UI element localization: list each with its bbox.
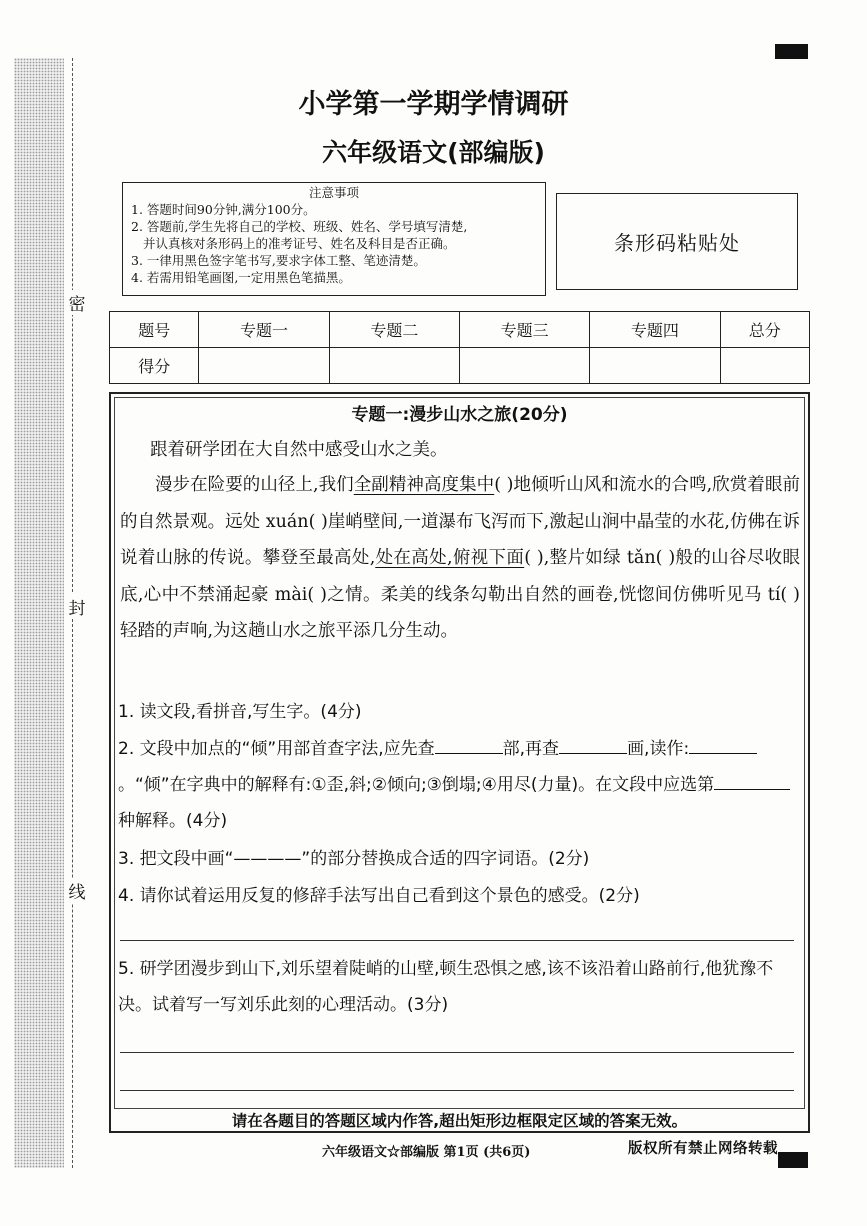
page-subtitle: 六年级语文(部编版): [322, 138, 545, 167]
barcode-area: [556, 193, 798, 290]
passage-underlined-phrase: 处在高处,俯视下面: [375, 548, 525, 568]
section-lead: 跟着研学团在大自然中感受山水之美。: [150, 440, 448, 460]
question-2: [118, 731, 804, 839]
section-title: 专题一:漫步山水之旅(20分): [351, 405, 568, 425]
seal-char-xian: 线: [66, 878, 88, 903]
score-cell[interactable]: [329, 348, 459, 384]
answer-blank[interactable]: [689, 736, 757, 754]
score-cell[interactable]: [459, 348, 589, 384]
notice-box: [122, 182, 546, 296]
passage-text: ( ),整片如绿 tǎn( )般的山谷尽收眼底,心中不禁涌起豪 mài( )之情。柔美的线条勾勒出自然的画卷,恍惚间仿佛听见马 tí( )轻踏的声响,为这趟山水之旅平添几分生动。: [120, 548, 801, 641]
score-cell[interactable]: [199, 348, 329, 384]
notice-item: 2. 答题前,学生先将自己的学校、班级、姓名、学号填写清楚,: [131, 219, 468, 234]
notice-item: 4. 若需用铅笔画图,一定用黑色笔描黑。: [131, 270, 351, 285]
question-2-text: 2. 文段中加点的“倾”用部首查字法,应先查: [118, 739, 435, 759]
question-1: 1. 读文段,看拼音,写生字。(4分): [118, 702, 362, 722]
binding-pattern: [14, 58, 64, 1168]
passage-underlined-phrase: 全副精神高度集中: [353, 475, 495, 495]
answer-line[interactable]: [120, 940, 794, 941]
answer-blank[interactable]: [435, 736, 503, 754]
seal-char-feng: 封: [66, 594, 88, 619]
score-cell[interactable]: [590, 348, 720, 384]
score-row-label: 得分: [110, 348, 199, 384]
question-4: 4. 请你试着运用反复的修辞手法写出自己看到这个景色的感受。(2分): [118, 886, 640, 906]
answer-blank[interactable]: [714, 772, 790, 790]
seal-char-mi: 密: [66, 290, 88, 315]
score-header-cell: 专题一: [199, 312, 329, 348]
answer-area-warning: 请在各题目的答题区域内作答,超出矩形边框限定区域的答案无效。: [231, 1112, 688, 1130]
question-2-text: 部,再查: [502, 739, 560, 759]
score-header-cell: 专题三: [459, 312, 589, 348]
score-header-cell: 题号: [110, 312, 199, 348]
page-footer: 六年级语文☆部编版 第1页 (共6页): [322, 1145, 531, 1160]
corner-marker-bottom: [778, 1152, 808, 1168]
corner-marker-top: [775, 44, 808, 59]
notice-heading: 注意事项: [308, 185, 359, 200]
answer-line[interactable]: [120, 1052, 794, 1053]
question-5: 5. 研学团漫步到山下,刘乐望着陡峭的山壁,顿生恐惧之感,该不该沿着山路前行,他犹豫不决。试着写一写刘乐此刻的心理活动。(3分): [118, 959, 774, 1015]
score-header-cell: 总分: [720, 312, 809, 348]
passage-text: ( )地倾听山风和流水的合鸣,欣赏着眼前的自然景观。远处 xuán( )崖峭壁间,一道瀑布飞泻而下,激起山涧中晶莹的水花,仿佛在诉说着山脉的传说。攀登至最高处,: [120, 475, 801, 568]
answer-line[interactable]: [120, 1090, 794, 1091]
notice-item: 1. 答题时间90分钟,满分100分。: [131, 202, 316, 217]
copyright-notice: 版权所有禁止网络转载: [628, 1140, 778, 1157]
question-2-text: 种解释。(4分): [118, 811, 228, 831]
score-table-header-row: [110, 312, 810, 348]
score-header-cell: 专题二: [329, 312, 459, 348]
notice-item: 并认真核对条形码上的准考证号、姓名及科目是否正确。: [143, 236, 456, 251]
reading-passage: [120, 467, 800, 650]
page-title: 小学第一学期学情调研: [298, 89, 569, 120]
score-header-cell: 专题四: [590, 312, 720, 348]
question-2-text: 画,读作:: [627, 739, 690, 759]
notice-item: 3. 一律用黑色签字笔书写,要求字体工整、笔迹清楚。: [131, 253, 426, 268]
score-table: [109, 311, 810, 384]
question-3: 3. 把文段中画“————”的部分替换成合适的四字词语。(2分): [118, 849, 590, 869]
barcode-label: 条形码粘贴处: [614, 231, 740, 255]
score-cell[interactable]: [720, 348, 809, 384]
passage-text: 漫步在险要的山径上,我们: [155, 475, 354, 495]
question-2-text: 。“倾”在字典中的解释有:①歪,斜;②倾向;③倒塌;④用尽(力量)。在文段中应选第: [118, 775, 715, 795]
answer-blank[interactable]: [559, 736, 627, 754]
score-table-score-row: [110, 348, 810, 384]
